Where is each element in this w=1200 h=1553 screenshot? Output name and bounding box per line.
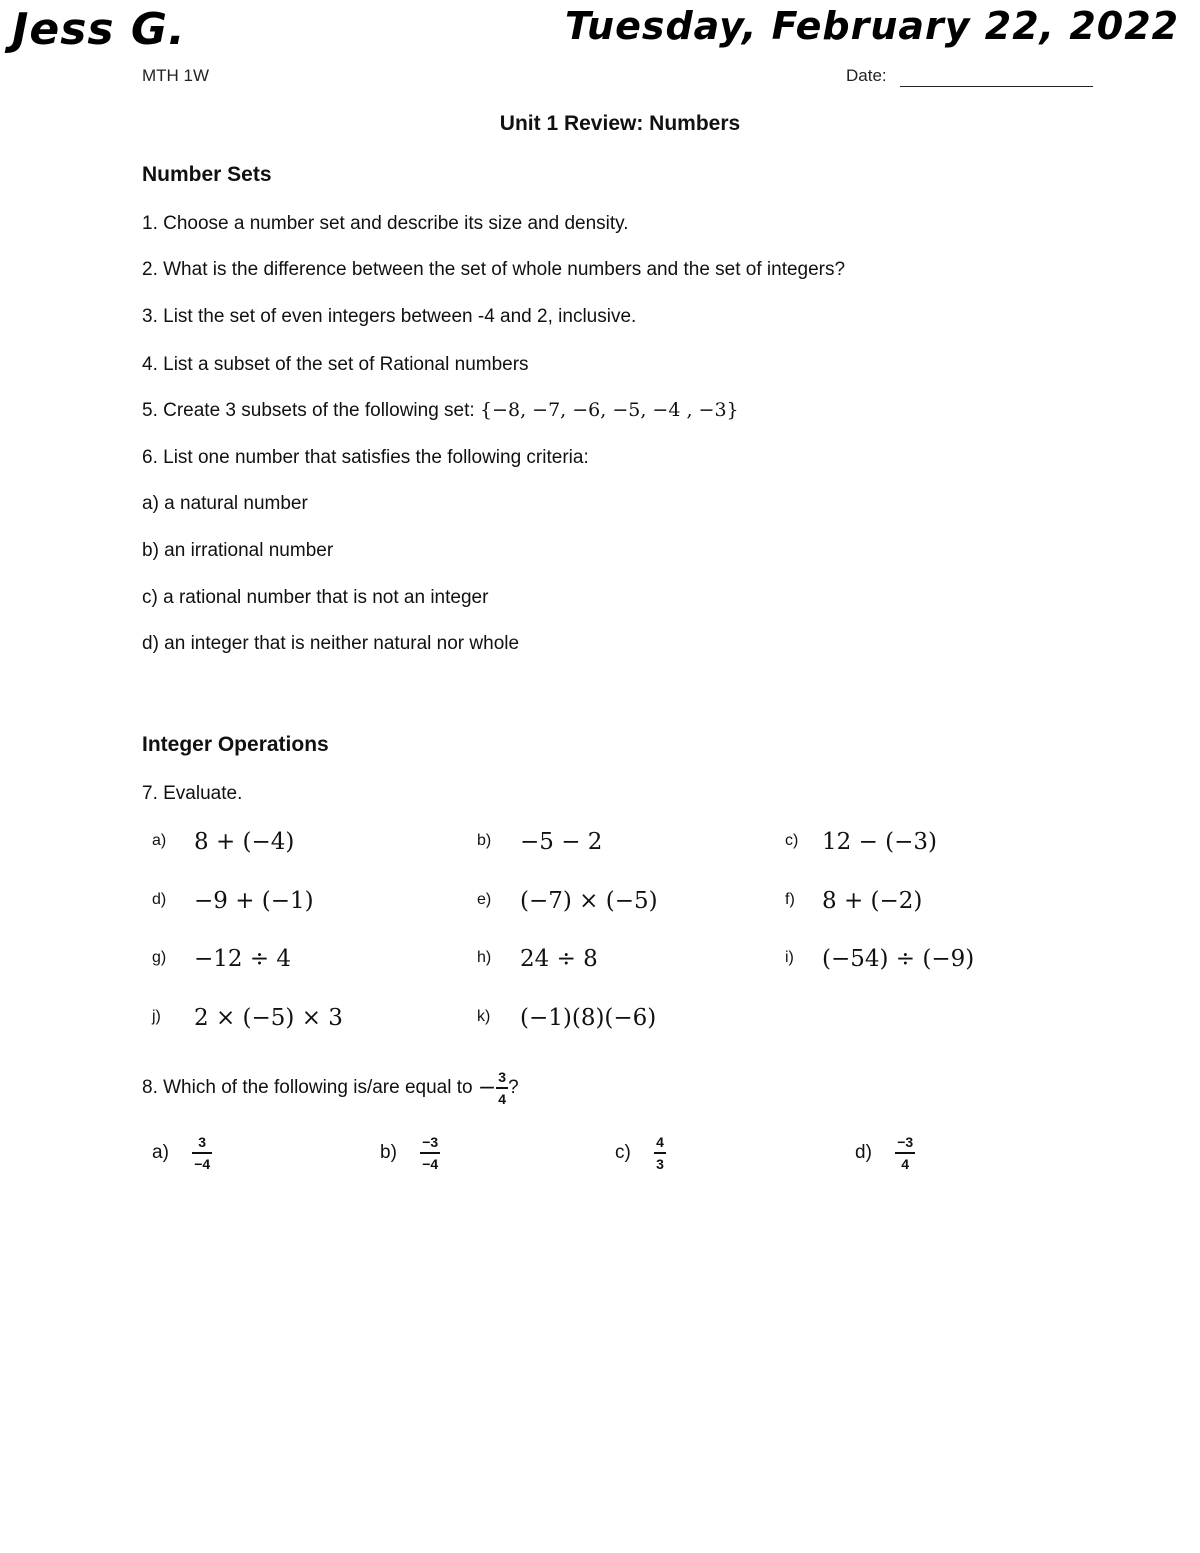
- date-blank-line[interactable]: [900, 86, 1093, 87]
- question-7: 7. Evaluate.: [142, 783, 243, 804]
- q7-expression-i: (−54) ÷ (−9): [822, 946, 975, 972]
- question-5-set: {−8, −7, −6, −5, −4 , −3}: [479, 399, 739, 421]
- question-4: 4. List a subset of the set of Rational numbers: [142, 354, 529, 375]
- q8-option-label: d): [855, 1142, 872, 1164]
- q7-expression-e: (−7) × (−5): [520, 888, 658, 914]
- question-6-part-c: c) a rational number that is not an integer: [142, 587, 489, 608]
- q8-option-fraction: [895, 1135, 915, 1171]
- question-8-question-mark: ?: [508, 1077, 519, 1099]
- question-6-part-d: d) an integer that is neither natural nor whole: [142, 633, 520, 654]
- q7-label-d: d): [152, 891, 167, 908]
- question-8-fraction: [496, 1070, 508, 1106]
- q8-option-label: c): [615, 1142, 631, 1164]
- question-8-minus-sign: −: [477, 1075, 497, 1101]
- question-8: [142, 1070, 519, 1106]
- q7-expression-c: 12 − (−3): [822, 829, 938, 855]
- q7-expression-f: 8 + (−2): [822, 888, 923, 914]
- q7-label-k: k): [477, 1008, 491, 1025]
- question-3: 3. List the set of even integers between -4 and 2, inclusive.: [142, 306, 637, 327]
- q7-label-h: h): [477, 949, 492, 966]
- fraction-numerator: 3: [192, 1135, 212, 1154]
- q8-option-d: [855, 1135, 915, 1171]
- course-code: MTH 1W: [142, 66, 210, 85]
- q8-option-fraction: [654, 1135, 666, 1171]
- q7-label-j: j): [152, 1008, 161, 1025]
- q7-expression-g: −12 ÷ 4: [194, 946, 292, 972]
- fraction-denominator: 4: [901, 1156, 910, 1172]
- handwritten-date: Tuesday, February 22, 2022: [565, 4, 1180, 48]
- fraction-denominator: −4: [422, 1156, 439, 1172]
- fraction-numerator: 4: [654, 1135, 666, 1154]
- q8-option-label: b): [380, 1142, 397, 1164]
- question-6-part-b: b) an irrational number: [142, 540, 334, 561]
- fraction-numerator: 3: [496, 1070, 508, 1089]
- section-heading-integer-operations: Integer Operations: [142, 733, 329, 756]
- q8-option-fraction: [420, 1135, 440, 1171]
- fraction-denominator: 4: [498, 1091, 507, 1107]
- q8-option-c: [615, 1135, 666, 1171]
- q7-label-a: a): [152, 832, 167, 849]
- q7-expression-b: −5 − 2: [520, 829, 603, 855]
- question-5-text: 5. Create 3 subsets of the following set:: [142, 400, 480, 421]
- q8-option-fraction: [192, 1135, 212, 1171]
- q7-label-c: c): [785, 832, 799, 849]
- fraction-denominator: −4: [194, 1156, 211, 1172]
- q7-label-e: e): [477, 891, 492, 908]
- q7-expression-d: −9 + (−1): [194, 888, 314, 914]
- question-8-text: 8. Which of the following is/are equal to: [142, 1077, 478, 1099]
- page-title: Unit 1 Review: Numbers: [499, 112, 741, 135]
- question-6-part-a: a) a natural number: [142, 493, 308, 514]
- question-6: 6. List one number that satisfies the following criteria:: [142, 447, 589, 468]
- q7-label-g: g): [152, 949, 167, 966]
- q7-expression-a: 8 + (−4): [194, 829, 295, 855]
- q7-label-f: f): [785, 891, 795, 908]
- q8-option-a: [152, 1135, 212, 1171]
- q7-expression-k: (−1)(8)(−6): [520, 1005, 657, 1031]
- fraction-numerator: −3: [420, 1135, 440, 1154]
- question-5: [142, 399, 739, 422]
- q7-expression-h: 24 ÷ 8: [520, 946, 598, 972]
- fraction-denominator: 3: [656, 1156, 664, 1172]
- q7-label-i: i): [785, 949, 794, 966]
- section-heading-number-sets: Number Sets: [142, 163, 272, 186]
- date-label: Date:: [846, 66, 887, 85]
- q7-label-b: b): [477, 832, 492, 849]
- question-2: 2. What is the difference between the set of whole numbers and the set of integers?: [142, 259, 846, 280]
- fraction-numerator: −3: [895, 1135, 915, 1154]
- q8-option-label: a): [152, 1142, 169, 1164]
- q8-option-b: [380, 1135, 440, 1171]
- question-1: 1. Choose a number set and describe its size and density.: [142, 213, 629, 234]
- q7-expression-j: 2 × (−5) × 3: [194, 1005, 343, 1031]
- handwritten-name: Jess G.: [12, 4, 186, 55]
